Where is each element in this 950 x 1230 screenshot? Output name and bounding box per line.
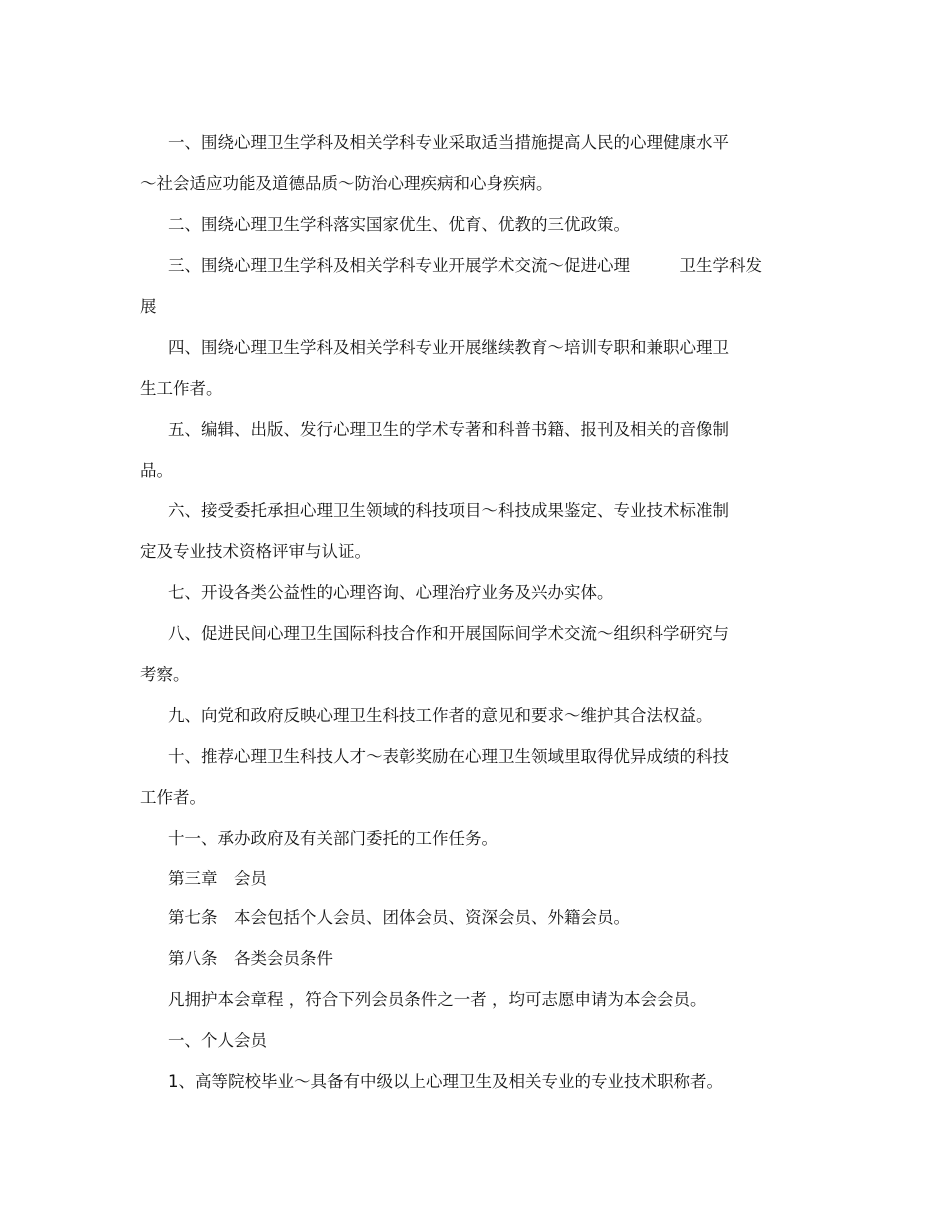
article-7: 第七条 本会包括个人会员、团体会员、资深会员、外籍会员。: [168, 908, 630, 927]
paragraph-8-line-1: 八、促进民间心理卫生国际科技合作和开展国际间学术交流～组织科学研究与: [168, 624, 729, 643]
paragraph-5-line-1: 五、编辑、出版、发行心理卫生的学术专著和科普书籍、报刊及相关的音像制: [168, 420, 729, 439]
condition-1: 1、高等院校毕业～具备有中级以上心理卫生及相关专业的专业技术职称者。: [168, 1072, 723, 1091]
paragraph-7: 七、开设各类公益性的心理咨询、心理治疗业务及兴办实体。: [168, 583, 614, 602]
paragraph-8-line-2: 考察。: [140, 665, 190, 684]
membership-intro: 凡拥护本会章程 ，符合下列会员条件之一者 ，均可志愿申请为本会会员。: [168, 990, 707, 1009]
paragraph-3-line-2: 展: [140, 297, 157, 316]
paragraph-10-line-1: 十、推荐心理卫生科技人才～表彰奖励在心理卫生领域里取得优异成绩的科技: [168, 747, 729, 766]
article-8: 第八条 各类会员条件: [168, 949, 333, 968]
paragraph-1-line-2: ～社会适应功能及道德品质～防治心理疾病和心身疾病。: [140, 174, 553, 193]
paragraph-1-line-1: 一、围绕心理卫生学科及相关学科专业采取适当措施提高人民的心理健康水平: [168, 133, 729, 152]
paragraph-3-line-1: 三、围绕心理卫生学科及相关学科专业开展学术交流～促进心理 卫生学科发: [168, 256, 762, 275]
paragraph-6-line-1: 六、接受委托承担心理卫生领域的科技项目～科技成果鉴定、专业技术标准制: [168, 501, 729, 520]
paragraph-2: 二、围绕心理卫生学科落实国家优生、优育、优教的三优政策。: [168, 215, 630, 234]
paragraph-11: 十一、承办政府及有关部门委托的工作任务。: [168, 829, 498, 848]
individual-member-heading: 一、个人会员: [168, 1031, 267, 1050]
paragraph-4-line-1: 四、围绕心理卫生学科及相关学科专业开展继续教育～培训专职和兼职心理卫: [168, 338, 729, 357]
paragraph-10-line-2: 工作者。: [140, 788, 206, 807]
paragraph-5-line-2: 品。: [140, 461, 173, 480]
paragraph-4-line-2: 生工作者。: [140, 379, 223, 398]
paragraph-6-line-2: 定及专业技术资格评审与认证。: [140, 542, 371, 561]
chapter-heading: 第三章 会员: [168, 869, 267, 888]
paragraph-9: 九、向党和政府反映心理卫生科技工作者的意见和要求～维护其合法权益。: [168, 706, 713, 725]
